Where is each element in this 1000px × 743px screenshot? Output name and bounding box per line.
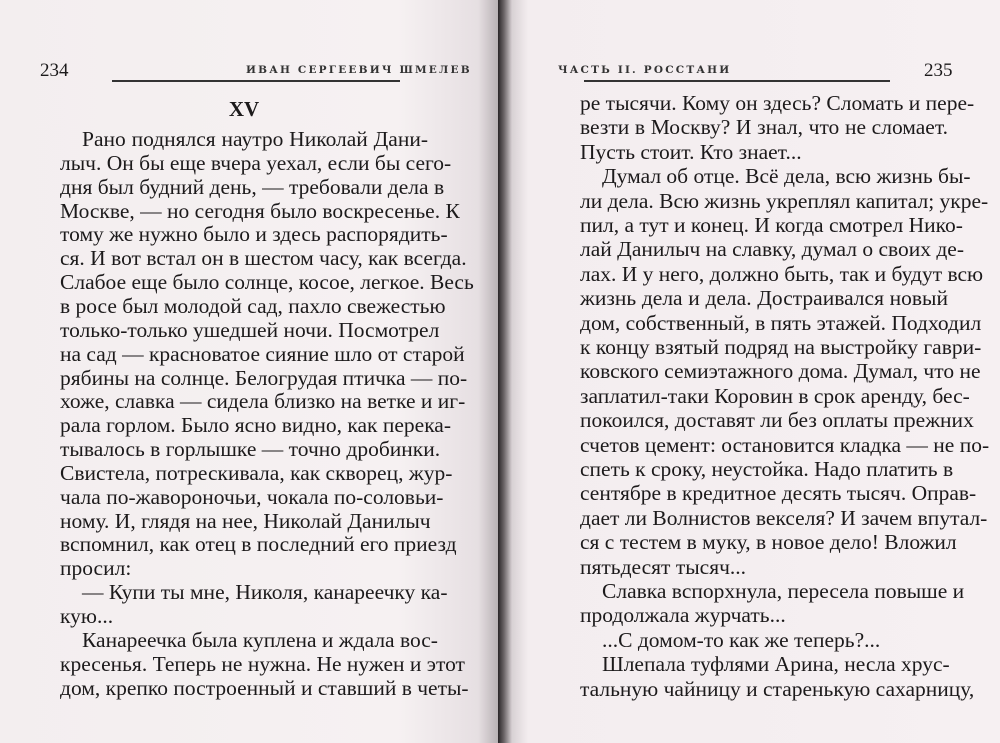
- text-line: рала горлом. Было ясно видно, как перека-: [60, 413, 452, 438]
- text-line: ли дела. Всю жизнь укреплял капитал; укре-: [580, 188, 989, 213]
- text-line: продолжала журчать...: [580, 603, 786, 628]
- text-line: Думал об отце. Всё дела, всю жизнь бы-: [602, 164, 971, 189]
- text-line: покоился, доставят ли без оплаты прежних: [580, 408, 974, 433]
- text-line: хоже, славка — сидела близко на ветке и иг-: [60, 389, 466, 414]
- text-line: лах. И у него, должно быть, так и будут всю: [580, 261, 984, 286]
- text-line: тальную чайницу и старенькую сахарницу,: [580, 676, 975, 701]
- chapter-heading: XV: [228, 97, 260, 121]
- text-line: дает ли Волнистов векселя? И зачем впутал-: [580, 505, 988, 530]
- page-number: 235: [924, 60, 953, 81]
- text-line: Свистела, потрескивала, как скворец, жур-: [60, 460, 453, 485]
- text-line: Канареечка была куплена и ждала вос-: [82, 627, 438, 652]
- running-head: ЧАСТЬ II. РОССТАНИ: [558, 64, 732, 76]
- text-line: ковского семиэтажного дома. Думал, что не: [580, 359, 981, 384]
- text-line: только-только ушедшей ночи. Посмотрел: [60, 317, 440, 342]
- text-line: сентябре в кредитное десять тысяч. Оправ-: [580, 481, 977, 506]
- text-line: кую...: [60, 604, 114, 628]
- text-line: Пусть стоит. Кто знает...: [580, 139, 802, 164]
- text-line: заплатил-таки Коровин в срок аренду, бес-: [580, 383, 970, 408]
- text-line: вспомнил, как отец в последний его приезд: [60, 532, 457, 557]
- running-head: ИВАН СЕРГЕЕВИЧ ШМЕЛЕВ: [246, 64, 472, 76]
- text-line: Рано поднялся наутро Николай Дани-: [82, 127, 428, 151]
- page-number: 234: [40, 60, 69, 81]
- text-line: ре тысячи. Кому он здесь? Сломать и пере-: [580, 91, 975, 115]
- text-line: лыч. Он бы еще вчера уехал, если бы сего-: [60, 150, 452, 175]
- text-line: ся. И вот встал он в шестом часу, как всегда.: [60, 246, 467, 271]
- text-line: Москве, — но сегодня было воскресенье. К: [60, 198, 460, 223]
- left-page: [0, 0, 498, 743]
- text-line: ному. И, глядя на нее, Николай Данилыч: [60, 508, 431, 533]
- text-line: — Купи ты мне, Николя, канареечку ка-: [82, 580, 448, 605]
- text-line: дня был будний день, — требовали дела в: [60, 174, 445, 199]
- text-line: дом, крепко построенный и ставший в четы-: [60, 675, 469, 700]
- text-line: счетов цемент: остановится кладка — не по-: [580, 432, 990, 457]
- right-page: [498, 0, 1000, 743]
- text-line: лай Данилыч на славку, думал о своих де-: [580, 237, 965, 262]
- text-line: чала по-жавороночьи, чокала по-соловьи-: [60, 484, 444, 509]
- text-line: Слабое еще было солнце, косое, легкое. Весь: [60, 270, 474, 295]
- text-line: тому же нужно было и здесь распорядить-: [60, 222, 448, 247]
- text-line: дом, собственный, в пять этажей. Подходил: [580, 310, 982, 335]
- text-line: жизнь дела и дела. Достраивался новый: [580, 286, 948, 311]
- text-line: Славка вспорхнула, пересела повыше и: [602, 579, 965, 603]
- text-line: везти в Москву? И знал, что не сломает.: [580, 115, 948, 140]
- text-line: пятьдесят тысяч...: [580, 554, 747, 579]
- text-line: ...С домом-то как же теперь?...: [602, 627, 881, 652]
- text-line: пил, а тут и конец. И когда смотрел Нико-: [580, 213, 963, 237]
- text-line: на сад — красноватое сияние шло от старой: [60, 341, 465, 366]
- text-line: ся с тестем в муку, в новое дело! Вложил: [580, 530, 957, 555]
- text-line: спеть к сроку, неустойка. Надо платить в: [580, 457, 954, 481]
- header-rule: [112, 80, 400, 82]
- text-line: рябины на солнце. Белогрудая птичка — по-: [60, 365, 468, 390]
- text-line: к концу взятый подряд на выстройку гаври-: [580, 335, 982, 359]
- text-line: в росе был молодой сад, пахло свежестью: [60, 293, 446, 318]
- header-rule: [584, 80, 890, 82]
- text-line: кресенья. Теперь не нужна. Не нужен и этот: [60, 651, 465, 676]
- text-line: тывалось в горлышке — точно дробинки.: [60, 437, 441, 462]
- text-line: Шлепала туфлями Арина, несла хрус-: [602, 652, 950, 677]
- text-line: просил:: [60, 556, 132, 581]
